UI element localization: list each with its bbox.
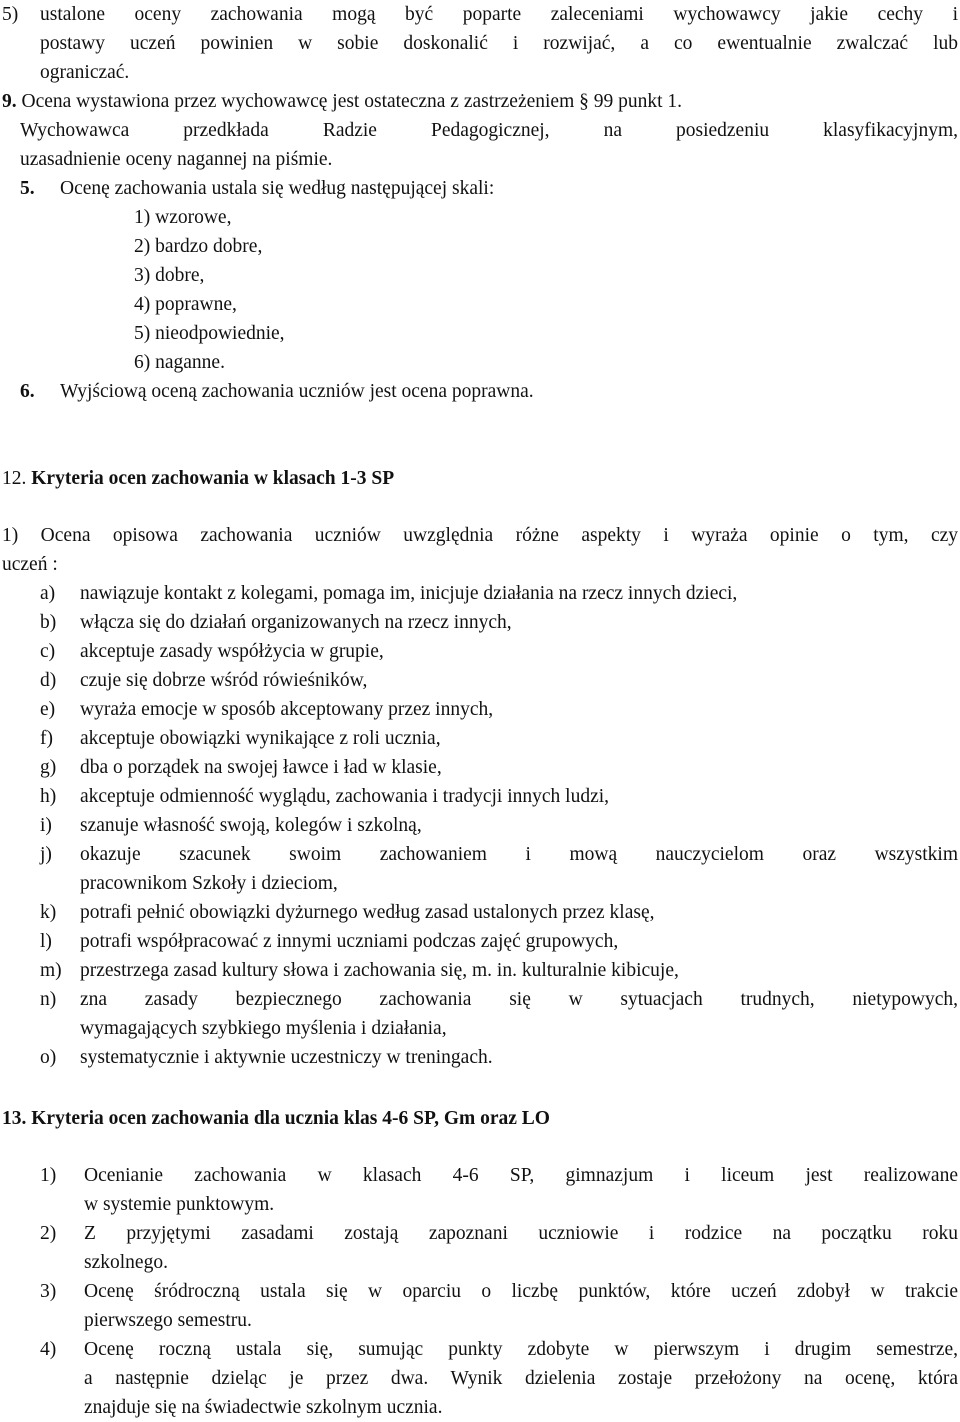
list-marker: 4) [40, 1339, 57, 1360]
section-heading [2, 1104, 550, 1133]
paragraph-line: Wychowawca przedkłada Radzie Pedagogicznej, na posiedzeniu klasyfikacyjnym, [20, 120, 958, 141]
list-item-continuation: szkolnego. [84, 1252, 168, 1273]
list-marker: a) [40, 583, 56, 604]
list-marker: 5) [2, 4, 19, 25]
list-marker: e) [40, 699, 56, 720]
list-item-continuation: znajduje się na świadectwie szkolnym ucznia. [84, 1397, 443, 1418]
paragraph-line: postawy uczeń powinien w sobie doskonalić i rozwijać, a co ewentualnie zwalczać lub [40, 33, 958, 54]
list-marker: c) [40, 641, 56, 662]
section-number: 13. [2, 1108, 27, 1129]
list-item: wyraża emocje w sposób akceptowany przez innych, [80, 699, 494, 720]
list-marker: l) [40, 931, 52, 952]
list-item-continuation: wymagających szybkiego myślenia i działania, [80, 1018, 447, 1039]
paragraph-line: uzasadnienie oceny nagannej na piśmie. [20, 149, 333, 170]
list-marker: j) [40, 844, 52, 865]
list-item: okazuje szacunek swoim zachowaniem i mową nauczycielom oraz wszystkim [80, 844, 958, 865]
paragraph-number: 6. [20, 381, 35, 402]
paragraph-line: uczeń : [2, 554, 58, 575]
list-item: przestrzega zasad kultury słowa i zachowania się, m. in. kulturalnie kibicuje, [80, 960, 679, 981]
list-item: 5) nieodpowiednie, [134, 323, 285, 344]
list-item: włącza się do działań organizowanych na rzecz innych, [80, 612, 512, 633]
paragraph-line: Ocenę zachowania ustala się według następującej skali: [60, 178, 495, 199]
section-heading [2, 464, 394, 493]
list-item: systematycznie i aktywnie uczestniczy w treningach. [80, 1047, 493, 1068]
paragraph-line: Ocena wystawiona przez wychowawcę jest ostateczna z zastrzeżeniem § 99 punkt 1. [16, 91, 683, 112]
paragraph-line: ustalone oceny zachowania mogą być poparte zaleceniami wychowawcy jakie cechy i [40, 4, 958, 25]
list-marker: i) [40, 815, 52, 836]
list-item: akceptuje odmienność wyglądu, zachowania i tradycji innych ludzi, [80, 786, 610, 807]
section-title: Kryteria ocen zachowania w klasach 1-3 SP [26, 468, 395, 489]
list-marker: 3) [40, 1281, 57, 1302]
list-item: nawiązuje kontakt z kolegami, pomaga im, inicjuje działania na rzecz innych dzieci, [80, 583, 738, 604]
list-marker: g) [40, 757, 57, 778]
list-marker: d) [40, 670, 57, 691]
list-item: Ocenianie zachowania w klasach 4-6 SP, gimnazjum i liceum jest realizowane [84, 1165, 958, 1186]
section-title: Kryteria ocen zachowania dla ucznia klas 4-6 SP, Gm oraz LO [26, 1108, 550, 1129]
list-item-continuation: pierwszego semestru. [84, 1310, 252, 1331]
list-marker: o) [40, 1047, 57, 1068]
list-marker: 1) [40, 1165, 57, 1186]
list-item: czuje się dobrze wśród rówieśników, [80, 670, 368, 691]
section-number: 12. [2, 468, 27, 489]
list-item-continuation: a następnie dzieląc je przez dwa. Wynik dzielenia zostaje przełożony na ocenę, która [84, 1368, 958, 1389]
list-item: akceptuje obowiązki wynikające z roli ucznia, [80, 728, 441, 749]
list-item: dba o porządek na swojej ławce i ład w klasie, [80, 757, 442, 778]
list-item: 6) naganne. [134, 352, 225, 373]
paragraph-line: ograniczać. [40, 62, 130, 83]
list-item: szanuje własność swoją, kolegów i szkolną, [80, 815, 422, 836]
list-marker: k) [40, 902, 57, 923]
list-item: potrafi pełnić obowiązki dyżurnego według zasad ustalonych przez klasę, [80, 902, 655, 923]
list-item: 4) poprawne, [134, 294, 237, 315]
paragraph-line: 1) Ocena opisowa zachowania uczniów uwzględnia różne aspekty i wyraża opinie o tym, czy [2, 525, 958, 546]
list-marker: n) [40, 989, 57, 1010]
list-item: zna zasady bezpiecznego zachowania się w sytuacjach trudnych, nietypowych, [80, 989, 958, 1010]
paragraph-line: Wyjściową oceną zachowania uczniów jest ocena poprawna. [60, 381, 534, 402]
list-item: Z przyjętymi zasadami zostają zapoznani uczniowie i rodzice na początku roku [84, 1223, 958, 1244]
list-item: 3) dobre, [134, 265, 205, 286]
paragraph-number: 5. [20, 178, 35, 199]
list-item: 1) wzorowe, [134, 207, 232, 228]
list-item: akceptuje zasady współżycia w grupie, [80, 641, 384, 662]
list-item: Ocenę śródroczną ustala się w oparciu o liczbę punktów, które uczeń zdobył w trakcie [84, 1281, 958, 1302]
list-item-continuation: pracownikom Szkoły i dzieciom, [80, 873, 338, 894]
list-item: potrafi współpracować z innymi uczniami podczas zajęć grupowych, [80, 931, 619, 952]
paragraph-number: 9. [2, 91, 17, 112]
list-item: 2) bardzo dobre, [134, 236, 263, 257]
list-marker: 2) [40, 1223, 57, 1244]
list-marker: f) [40, 728, 53, 749]
list-marker: b) [40, 612, 57, 633]
list-item-continuation: w systemie punktowym. [84, 1194, 275, 1215]
list-marker: h) [40, 786, 57, 807]
list-item: Ocenę roczną ustala się, sumując punkty zdobyte w pierwszym i drugim semestrze, [84, 1339, 958, 1360]
list-marker: m) [40, 960, 62, 981]
